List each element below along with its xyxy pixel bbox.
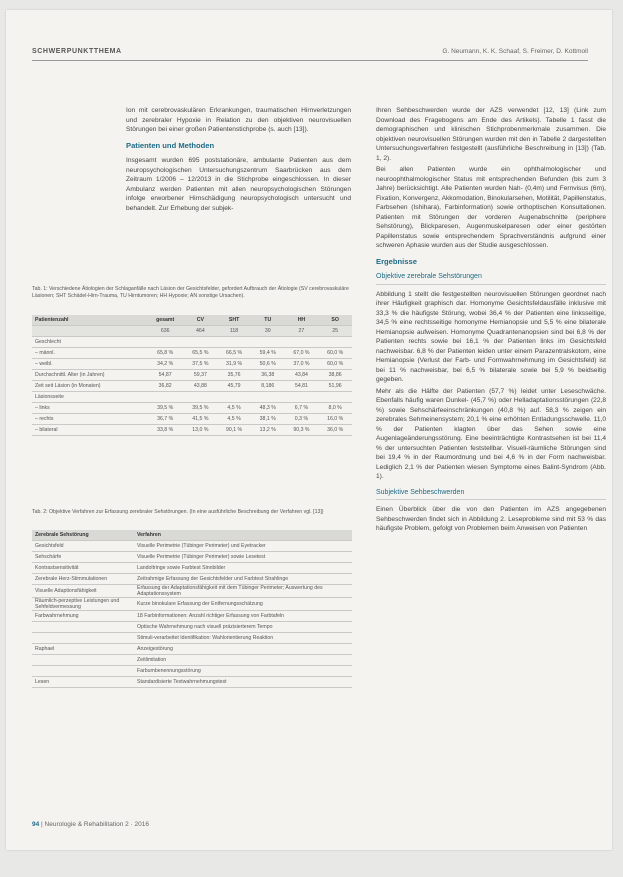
table2 (32, 530, 352, 688)
table-cell: 35,76 (217, 370, 251, 381)
table-row (32, 348, 352, 359)
paragraph: Ion mit cerebrovaskulären Erkrankungen, traumatischen Hirnverletzungen und zerebraler Hypoxie in Relation zu den objektiven neurovisuellen Störungen bei einer großen Patientenstichprobe (s. auch [13]). (126, 107, 351, 133)
table-cell: Kontrastsensitivität (32, 563, 134, 574)
table-cell: Visuelle Adaptionsfähigkeit (32, 585, 134, 598)
table2-caption: Tab. 2: Objektive Verfahren zur Erfassung zerebraler Sehstörungen. (In eine ausführliche Beschreibung der Verfahren vgl. [13]) (32, 509, 324, 515)
subsection-heading: Subjektive Sehbeschwerden (376, 488, 606, 501)
table-row (32, 359, 352, 370)
table-row (32, 381, 352, 392)
page-number: 94 (32, 821, 40, 828)
table-cell: 4,5 % (217, 414, 251, 425)
table-cell: 36,38 (251, 370, 285, 381)
table-cell (285, 392, 319, 403)
table-row (32, 633, 352, 644)
table-cell: Zeitlimitation (134, 655, 352, 666)
table-row (32, 370, 352, 381)
table-cell: Sehschärfe (32, 552, 134, 563)
table-cell: 54,87 (147, 370, 184, 381)
table-header-row (32, 530, 352, 541)
section-label: SCHWERPUNKTTHEMA (32, 48, 122, 55)
table1-caption: Tab. 1: Verschiedene Ätiologien der Schlaganfälle nach Läsion der Gesichtsfelder, gefordert Aufbrauch der Ätiologie (SV cerebrovaskuläre Läsionen; SHT Schädel-Hirn-Trauma, TU Hirntumoren; HH Hypoxie; AN sonstige Ursachen). (32, 286, 349, 299)
column-header: SO (318, 315, 352, 326)
table-cell: 90,1 % (217, 425, 251, 436)
table-cell: Stimuli-verarbeitet Identifikation: Wahlorientierung Reaktion (134, 633, 352, 644)
table-cell: Raphael (32, 644, 134, 655)
table-row (32, 563, 352, 574)
running-header (32, 48, 588, 60)
paragraph: Insgesamt wurden 695 poststationäre, ambulante Patienten aus dem neuropsychologischen Untersuchungszentrum Saarbrücken aus dem Zeitraum 1/2006 – 12/2013 in die Stichprobe eingeschlossen. In dieser Ambulanz werden Patienten mit allen neuropsychologischen Störungen infolge erworbener Hirnschädigung neuropsychologisch untersucht und behandelt. Zur Erhebung der subjek- (126, 157, 351, 212)
table-cell: 90,3 % (285, 425, 319, 436)
table-cell (318, 337, 352, 348)
table-cell: 43,88 (184, 381, 218, 392)
table-row (32, 425, 352, 436)
table-cell: 8,186 (251, 381, 285, 392)
table-cell: – männl. (32, 348, 147, 359)
footer: 94 | Neurologie & Rehabilitation 2 · 2016 (32, 821, 149, 828)
table-row (32, 655, 352, 666)
table-cell (251, 392, 285, 403)
paragraph: Bei allen Patienten wurde ein ophthalmologischer und neuroophthalmologischer Status mit entsprechenden Befunden (bis zum 3 Jahre) berücksichtigt. Alle Patienten wurden Nah- (0,4m) und Fernvisus (6m), Fixation, Konvergenz, Akkomodation, Binokularsehen, Motilität, Papillenstatus, Farbsehen (Ishihara), Farbinformation) sowie orthoptischen Konsultationen. Patienten mit Störungen der vorderen Augenabschnitte (periphere Sehstörung), Blickparesen, Augenmuskelparesen oder einer gestörten Papillenstatus sowie entsprechendem Sprachverständnis aufgrund einer schweren Aphasie wurden aus der Studie ausgeschlossen. (376, 166, 606, 249)
table-cell: 59,37 (184, 370, 218, 381)
table-cell (184, 337, 218, 348)
paragraph: Einen Überblick über die von den Patienten im AZS angegebenen Sehbeschwerden findet sich in Abbildung 2. Leseprobleme sind mit 53 % das häufigste Problem, gefolgt von Problemen beim Anweisen von Patienten (376, 506, 606, 532)
table-cell: 51,96 (318, 381, 352, 392)
paragraph: Ihren Sehbeschwerden wurde der AZS verwendet [12, 13] (Link zum Download des Fragebogens am Ende des Artikels). Tabelle 1 fasst die demographischen und klinischen Stichprobenmerkmale zusammen. Die objektiven neurovisuellen Störungen wurden mit den in Tabelle 2 dargestellten Untersuchungsverfahren festgestellt (ausführliche Beschreibung in [13]) (Tab. 1, 2). (376, 107, 606, 162)
table-cell (32, 622, 134, 633)
table-cell: Anzeigestörung (134, 644, 352, 655)
table-row (32, 677, 352, 688)
table-row (32, 392, 352, 403)
table-cell: 36,7 % (147, 414, 184, 425)
table-cell (285, 337, 319, 348)
header-rule (32, 60, 588, 61)
table-row (32, 585, 352, 598)
count-cell (32, 326, 147, 337)
table-cell: 8,0 % (318, 403, 352, 414)
table-cell: Visuelle Perimetrie (Tübinger Perimeter) sowie Lesetest (134, 552, 352, 563)
table-cell: 37,5 % (184, 359, 218, 370)
authors: G. Neumann, K. K. Schaaf, S. Freimer, D. Kottmoll (442, 48, 588, 55)
table-cell: – links (32, 403, 147, 414)
table-cell: Optische Wahrnehmung nach visuell präzisierterem Tempo (134, 622, 352, 633)
paragraph: Abbildung 1 stellt die festgestellten neurovisuellen Störungen geordnet nach ihrer Häufigkeit graphisch dar. Homonyme Gesichtsfeldausfälle inklusive mit 33,3 % die häufigste Störung, wobei 36,4 % der Patienten eine linksseitige, 34,5 % eine rechtsseitige homonyme Hemianopsie und 5,5 % eine bilaterale Hemianopsie aufweisen. Homonyme Quadrantenanopsien sind bei 6,8 % der Patienten rechts sowie bei 16,1 % der Patienten links im Gesichtsfeld nachweisbar. 6,8 % der Patienten leiden unter einem Parazentralskotom, eine Hemianopsie (Verlust der Farb- und Formwahrnehmung im Gesichtsfeld) ist bei 11 % nachweisbar, bei 6,5 % bilaterale sowie bei 5,9 % beidseitig gegeben. (376, 290, 606, 383)
table-cell: 13,2 % (251, 425, 285, 436)
table-row (32, 666, 352, 677)
table-cell: – rechts (32, 414, 147, 425)
table-cell: Räumlich-perzeptive Leistungen und Sehfeldvermessung (32, 598, 134, 611)
column-header: SHT (217, 315, 251, 326)
table-cell: Geschlecht (32, 337, 147, 348)
count-cell: 27 (285, 326, 319, 337)
table-row (32, 622, 352, 633)
table-cell (184, 392, 218, 403)
table-cell: 38,1 % (251, 414, 285, 425)
section-heading-methods: Patienten und Methoden (126, 140, 215, 150)
table-cell: Durchschnittl. Alter (in Jahren) (32, 370, 147, 381)
table-cell (217, 392, 251, 403)
table-cell: 34,2 % (147, 359, 184, 370)
table-cell: 6,7 % (285, 403, 319, 414)
column-header: Verfahren (134, 530, 352, 541)
column-header: HH (285, 315, 319, 326)
count-cell: 464 (184, 326, 218, 337)
column-header: Zerebrale Sehstörung (32, 530, 134, 541)
count-cell: 30 (251, 326, 285, 337)
table-cell: Zeit seit Läsion (in Monaten) (32, 381, 147, 392)
journal-name: Neurologie & Rehabilitation 2 · 2016 (44, 821, 149, 828)
left-column (126, 106, 351, 215)
table-cell: 18 Farbinformationen: Anzahl richtiger Erfassung von Farbtafeln (134, 611, 352, 622)
table-cell: Zeitrahmige Erfassung der Gesichtsfelder und Farbtest Strahlinge (134, 574, 352, 585)
subsection-heading: Objektive zerebrale Sehstörungen (376, 272, 606, 285)
table-cell: – weibl. (32, 359, 147, 370)
table-cell: 48,3 % (251, 403, 285, 414)
table-cell: 65,8 % (147, 348, 184, 359)
table-cell (147, 392, 184, 403)
table-cell (32, 655, 134, 666)
table-cell: 65,5 % (184, 348, 218, 359)
table-row (32, 414, 352, 425)
table-cell: 4,5 % (217, 403, 251, 414)
count-cell: 636 (147, 326, 184, 337)
right-column (376, 106, 606, 536)
table-cell: 13,0 % (184, 425, 218, 436)
table-cell: 38,86 (318, 370, 352, 381)
table-cell: Landoltringe sowie Farbtest Sinnbilder (134, 563, 352, 574)
table-cell (32, 666, 134, 677)
table-cell: 43,84 (285, 370, 319, 381)
column-header: Patientenzahl (32, 315, 147, 326)
count-cell: 25 (318, 326, 352, 337)
table-cell: Lesen (32, 677, 134, 688)
table-cell: 50,6 % (251, 359, 285, 370)
table-cell: 39,5 % (147, 403, 184, 414)
table-cell: 60,0 % (318, 359, 352, 370)
column-header: CV (184, 315, 218, 326)
table-cell: 37,0 % (285, 359, 319, 370)
table-cell: 31,9 % (217, 359, 251, 370)
table-cell: – bilateral (32, 425, 147, 436)
table-cell: 39,5 % (184, 403, 218, 414)
table-cell: 66,5 % (217, 348, 251, 359)
table-row (32, 644, 352, 655)
table-cell: 45,79 (217, 381, 251, 392)
table-cell: Läsionsseite (32, 392, 147, 403)
paragraph: Mehr als die Hälfte der Patienten (57,7 %) leidet unter Leseschwäche. Ebenfalls häufig waren Dunkel- (45,7 %) oder Helladaptationsstörungen (22,8 %) sowie Sehschärfeeinschränkungen (40,8 %) auf. 58,3 % zeigen ein zerebrales Sehmeinensystem; 20,1 % eine erhöhten Entladungsschwelle. 11,0 % der Patienten klagten über das Sehen sowie eine Augenlageänderungsstörung. Eine beeinträchtigte Kontrastsehen ist bei 11,4 % der untersuchten Patienten feststellbar. Visuell-räumliche Störungen sind bei 19,4 % in der Raumordnung und bei 4,6 % in der Form nachweisbar. Lediglich 2,1 % der Patienten wiesen Symptome eines Balint-Syndrom (Abb. 1). (376, 387, 606, 480)
table-cell: Zerebrale Herz-Stimmulationen (32, 574, 134, 585)
table-cell: 41,5 % (184, 414, 218, 425)
table-row (32, 541, 352, 552)
table-cell: Visuelle Perimetrie (Tübinger Perimeter) und Eyetracker (134, 541, 352, 552)
table-cell (318, 392, 352, 403)
page (6, 10, 612, 850)
table-row (32, 574, 352, 585)
table-cell: 0,3 % (285, 414, 319, 425)
table-header-row (32, 315, 352, 326)
table-cell: 60,0 % (318, 348, 352, 359)
table-cell: 36,82 (147, 381, 184, 392)
table-count-row (32, 326, 352, 337)
table-cell: Farbumbenennungsstörung (134, 666, 352, 677)
section-heading-results: Ergebnisse (376, 256, 417, 266)
table-cell: 59,4 % (251, 348, 285, 359)
table-cell: Gesichtsfeld (32, 541, 134, 552)
table-cell (251, 337, 285, 348)
table-cell: 54,81 (285, 381, 319, 392)
column-header: gesamt (147, 315, 184, 326)
table-cell: 36,0 % (318, 425, 352, 436)
table-cell (217, 337, 251, 348)
table-cell: 33,8 % (147, 425, 184, 436)
table1 (32, 315, 352, 436)
table-cell: Farbwahrnehmung (32, 611, 134, 622)
table-cell: 16,0 % (318, 414, 352, 425)
table-cell (32, 633, 134, 644)
table-row (32, 598, 352, 611)
table-cell: 67,0 % (285, 348, 319, 359)
table-row (32, 337, 352, 348)
table-row (32, 552, 352, 563)
table-cell: Erfassung der Adaptationsfähigkeit mit dem Tübinger Perimeter; Auswertung des Adaptationssystem (134, 585, 352, 598)
count-cell: 118 (217, 326, 251, 337)
table-cell: Standardisierte Textwahrnehmungstest (134, 677, 352, 688)
column-header: TU (251, 315, 285, 326)
table-cell (147, 337, 184, 348)
table-row (32, 611, 352, 622)
table-cell: Kurze binokulare Erfassung der Entfernungsschätzung (134, 598, 352, 611)
table-row (32, 403, 352, 414)
